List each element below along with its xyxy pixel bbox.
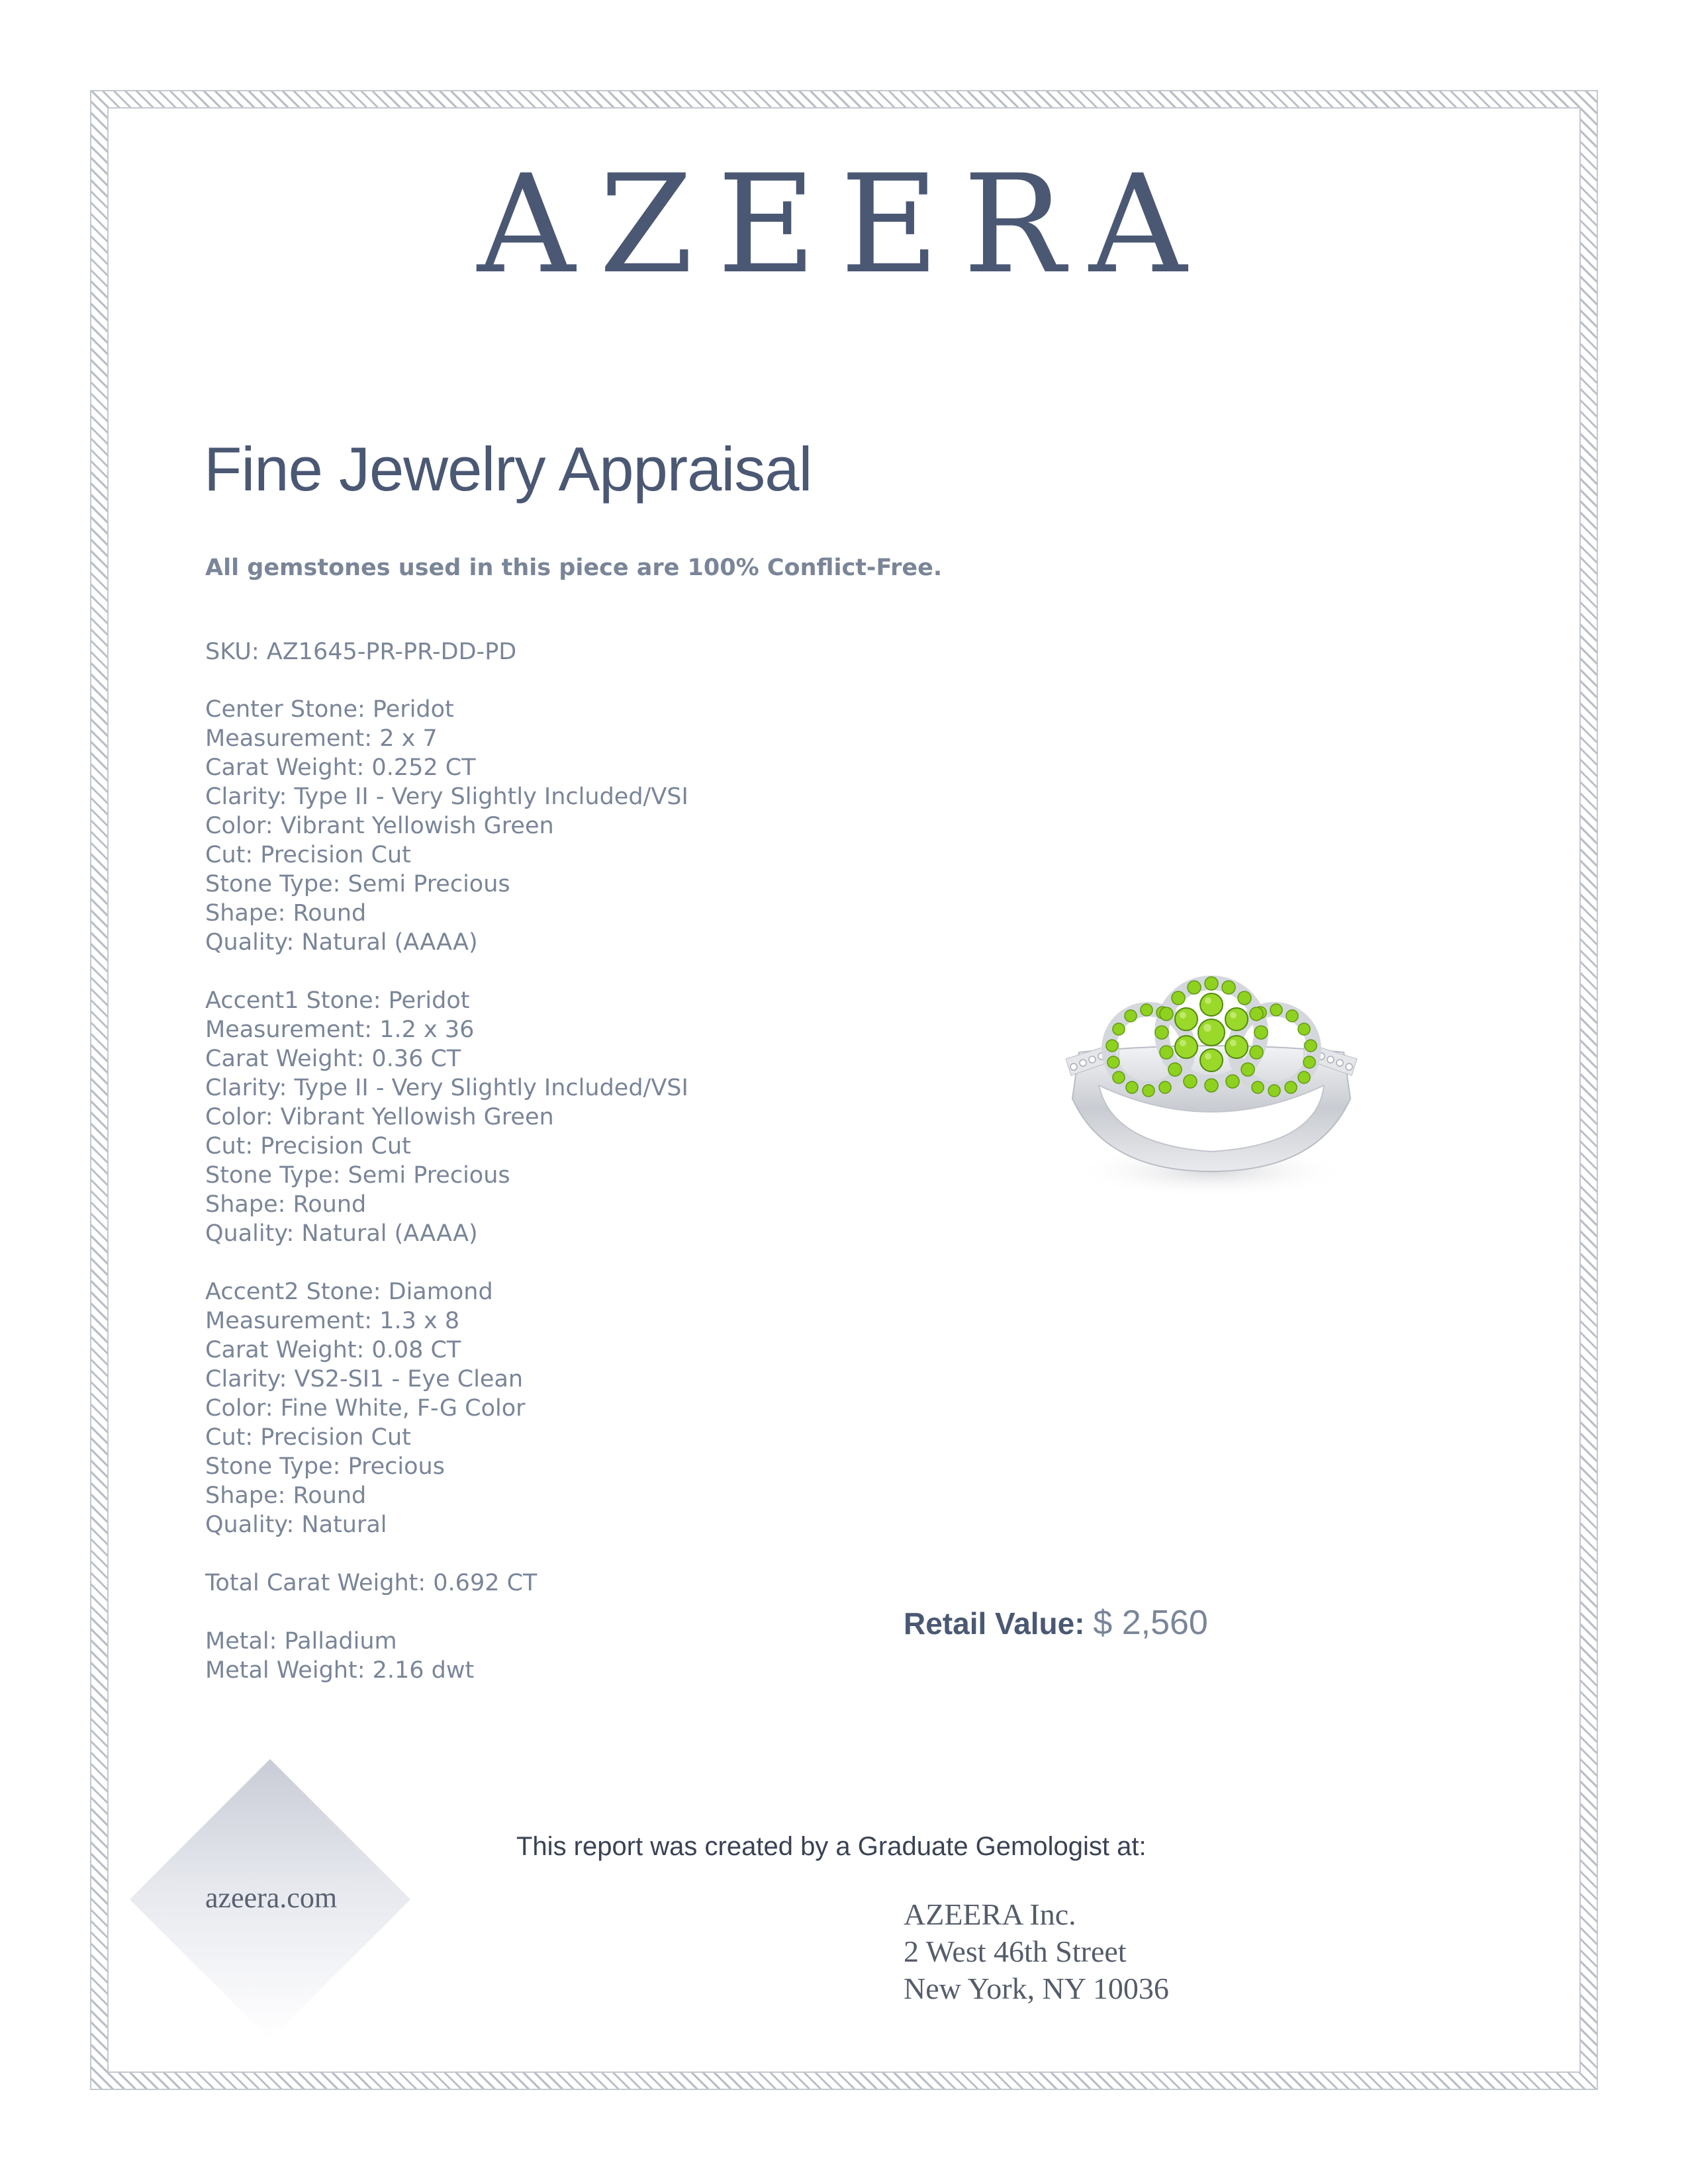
- detail-line: Cut: Precision Cut: [205, 842, 411, 868]
- website-link[interactable]: azeera.com: [205, 1882, 338, 1914]
- detail-line: Carat Weight: 0.252 CT: [205, 754, 476, 781]
- detail-line: Stone Type: Precious: [205, 1453, 445, 1480]
- address-line: AZEERA Inc.: [904, 1897, 1076, 1931]
- conflict-free-note: All gemstones used in this piece are 100% Conflict-Free.: [205, 555, 943, 581]
- metal-weight: Metal Weight: 2.16 dwt: [205, 1657, 475, 1684]
- brand-logo: AZEERA: [477, 146, 1211, 304]
- gemologist-note: This report was created by a Graduate Gemologist at:: [516, 1832, 1147, 1861]
- total-carat-weight: Total Carat Weight: 0.692 CT: [205, 1570, 538, 1596]
- detail-line: Shape: Round: [205, 1191, 367, 1218]
- detail-line: Quality: Natural (AAAA): [205, 929, 478, 956]
- sku-line: SKU: AZ1645-PR-PR-DD-PD: [205, 639, 517, 665]
- retail-value: [904, 1603, 1208, 1643]
- address-line: New York, NY 10036: [904, 1972, 1169, 2005]
- detail-line: Cut: Precision Cut: [205, 1133, 411, 1160]
- page-title: Fine Jewelry Appraisal: [204, 434, 812, 504]
- accent1-stone-details: [205, 986, 688, 1248]
- detail-line: Cut: Precision Cut: [205, 1424, 411, 1451]
- detail-line: Center Stone: Peridot: [205, 696, 454, 723]
- detail-line: Carat Weight: 0.08 CT: [205, 1337, 461, 1363]
- retail-value-label: Retail Value:: [904, 1606, 1085, 1641]
- accent2-stone-details: [205, 1277, 526, 1539]
- center-stone-details: [205, 695, 688, 957]
- company-address: [904, 1896, 1169, 2007]
- detail-line: Clarity: Type II - Very Slightly Included/VSI: [205, 784, 688, 810]
- detail-line: Accent2 Stone: Diamond: [205, 1279, 493, 1305]
- metal-type: Metal: Palladium: [205, 1628, 397, 1655]
- detail-line: Measurement: 1.3 x 8: [205, 1308, 460, 1334]
- detail-line: Carat Weight: 0.36 CT: [205, 1046, 461, 1072]
- detail-line: Quality: Natural (AAAA): [205, 1220, 478, 1247]
- detail-line: Stone Type: Semi Precious: [205, 871, 510, 897]
- address-line: 2 West 46th Street: [904, 1934, 1127, 1968]
- detail-line: Shape: Round: [205, 1482, 367, 1509]
- detail-line: Color: Vibrant Yellowish Green: [205, 1104, 554, 1130]
- detail-line: Color: Vibrant Yellowish Green: [205, 813, 554, 839]
- detail-line: Color: Fine White, F-G Color: [205, 1395, 526, 1422]
- detail-line: Accent1 Stone: Peridot: [205, 987, 470, 1014]
- peridot-ring-image: [1039, 953, 1383, 1218]
- detail-line: Quality: Natural: [205, 1512, 387, 1538]
- detail-line: Shape: Round: [205, 900, 367, 927]
- retail-value-amount: $ 2,560: [1093, 1604, 1208, 1642]
- detail-line: Measurement: 1.2 x 36: [205, 1017, 475, 1043]
- detail-line: Stone Type: Semi Precious: [205, 1162, 510, 1189]
- detail-line: Clarity: VS2-SI1 - Eye Clean: [205, 1366, 524, 1392]
- detail-line: Clarity: Type II - Very Slightly Included/VSI: [205, 1075, 688, 1101]
- detail-line: Measurement: 2 x 7: [205, 725, 438, 752]
